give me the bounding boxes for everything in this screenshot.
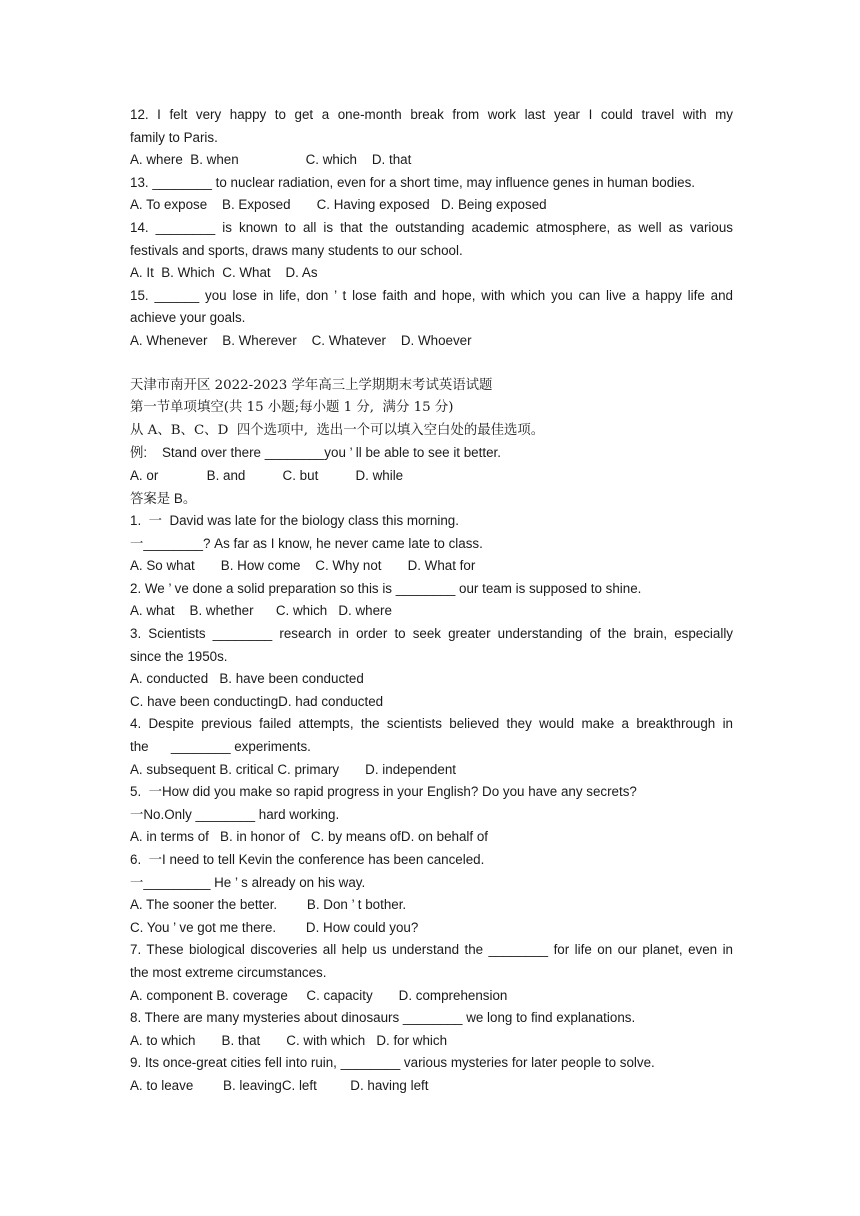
text-line: A. To expose B. Exposed C. Having exposed D. Being exposed [130,197,547,213]
text-line: 答案是 B。 [130,490,197,506]
text-line: 14. ________ is known to all is that the outstanding academic atmosphere, as well as various [130,219,733,235]
text-line: A. to which B. that C. with which D. for which [130,1032,448,1048]
text-line: achieve your goals. [130,310,246,326]
text-line: festivals and sports, draws many students to our school. [130,242,463,258]
text-line: 一________? As far as I know, he never came late to class. [130,535,483,551]
text-line: A. what B. whether C. which D. where [130,603,392,619]
text-line: A. It B. Which C. What D. As [130,265,318,281]
text-line: 3. Scientists ________ research in order to seek greater understanding of the brain, especially [130,626,733,642]
text-line: the ________ experiments. [130,739,311,755]
text-line: A. So what B. How come C. Why not D. What for [130,558,476,574]
text-line: 1. 一 David was late for the biology class this morning. [130,513,459,529]
text-line: 7. These biological discoveries all help us understand the ________ for life on our planet, even in [130,942,733,958]
text-line: 12. I felt very happy to get a one-month break from work last year I could travel with my [130,107,733,122]
text-line: A. subsequent B. critical C. primary D. independent [130,761,456,777]
text-line: 一_________ He ’ s already on his way. [130,874,366,890]
text-line: A. conducted B. have been conducted [130,671,364,687]
text-line: 第一节单项填空(共 15 小题;每小题 1 分, 满分 15 分) [130,400,454,416]
text-line: 15. ______ you lose in life, don ’ t lose faith and hope, with which you can live a happy life and [130,287,733,303]
text-line: A. where B. when C. which D. that [130,152,412,168]
text-line: A. Whenever B. Wherever C. Whatever D. Whoever [130,332,472,348]
exam-page [130,104,733,1098]
text-line: A. component B. coverage C. capacity D. comprehension [130,987,508,1003]
text-line: 9. Its once-great cities fell into ruin, ________ various mysteries for later people to solve. [130,1055,655,1071]
text-line: 5. 一How did you make so rapid progress in your English? Do you have any secrets? [130,784,637,800]
text-line: 4. Despite previous failed attempts, the scientists believed they would make a breakthrough in [130,716,733,732]
text-line: A. The sooner the better. B. Don ’ t bother. [130,897,407,913]
questions-12-15 [130,104,733,353]
text-line: since the 1950s. [130,648,228,664]
text-line: 13. ________ to nuclear radiation, even for a short time, may influence genes in human bodies. [130,174,695,190]
text-line: 6. 一I need to tell Kevin the conference has been canceled. [130,852,485,867]
text-line: 一No.Only ________ hard working. [130,806,340,822]
text-line: A. to leave B. leavingC. left D. having left [130,1077,429,1093]
section-gap [130,353,733,375]
text-line: 8. There are many mysteries about dinosaurs ________ we long to find explanations. [130,1010,636,1026]
text-line: 例: Stand over there ________you ’ ll be able to see it better. [130,445,501,461]
text-line: A. in terms of B. in honor of C. by means ofD. on behalf of [130,829,489,845]
text-line: 2. We ’ ve done a solid preparation so this is ________ our team is supposed to shine. [130,580,642,596]
text-line: C. have been conductingD. had conducted [130,693,384,709]
text-line: 从 A、B、C、D 四个选项中, 选出一个可以填入空白处的最佳选项。 [130,422,545,438]
nankai-exam-section [130,375,733,1098]
text-line: A. or B. and C. but D. while [130,467,404,483]
text-line: the most extreme circumstances. [130,964,327,980]
text-line: C. You ’ ve got me there. D. How could you? [130,919,419,935]
text-line: 天津市南开区 2022-2023 学年高三上学期期末考试英语试题 [130,377,493,393]
text-line: family to Paris. [130,129,218,145]
